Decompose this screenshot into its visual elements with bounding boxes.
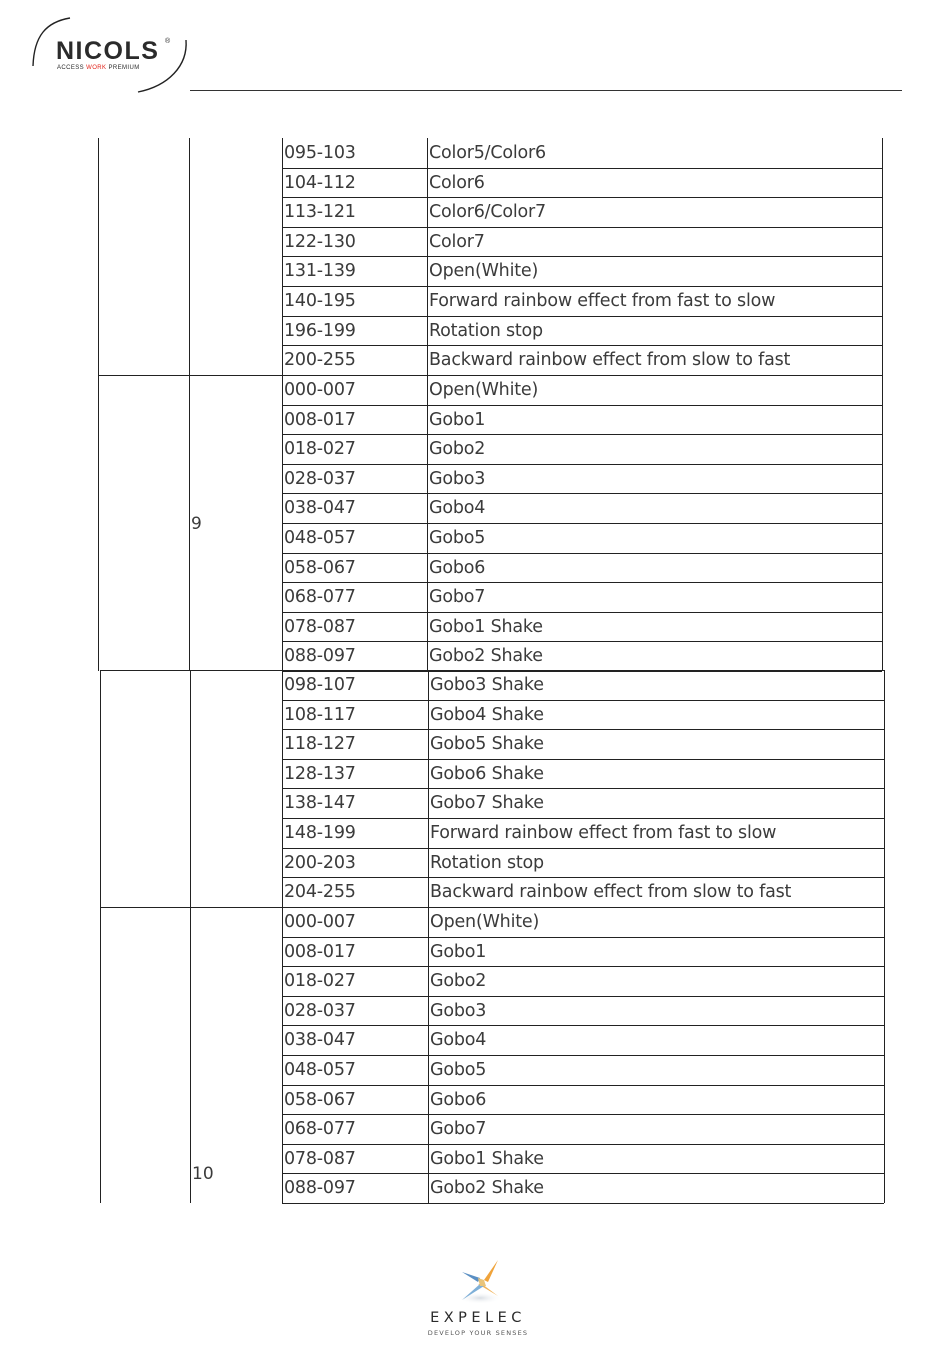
row-border bbox=[282, 227, 882, 228]
function-cell: Gobo5 bbox=[429, 528, 486, 548]
dmx-value-cell: 058-067 bbox=[284, 557, 356, 578]
dmx-value-cell: 200-255 bbox=[284, 350, 356, 371]
function-cell: Gobo6 bbox=[430, 1089, 487, 1110]
table-border-right bbox=[882, 138, 883, 375]
logo-brand-text: NICOLS bbox=[56, 37, 160, 65]
row-border bbox=[282, 582, 882, 583]
dmx-value-cell: 068-077 bbox=[284, 1119, 356, 1140]
function-cell: Gobo2 Shake bbox=[430, 1178, 544, 1199]
row-border bbox=[282, 1144, 884, 1145]
channel-number: 10 bbox=[192, 1164, 214, 1184]
dmx-value-cell: 196-199 bbox=[284, 320, 356, 341]
dmx-value-cell: 148-199 bbox=[284, 823, 356, 843]
row-border bbox=[282, 937, 884, 938]
dmx-value-cell: 000-007 bbox=[284, 912, 356, 932]
dmx-value-cell: 200-203 bbox=[284, 852, 356, 873]
tagline-accent: WORK bbox=[86, 65, 107, 71]
dmx-value-cell: 088-097 bbox=[284, 1178, 356, 1199]
row-border bbox=[282, 759, 884, 760]
dmx-value-cell: 128-137 bbox=[284, 763, 356, 784]
row-border bbox=[282, 405, 882, 406]
row-border bbox=[282, 996, 884, 997]
row-border bbox=[282, 729, 884, 730]
dmx-value-cell: 118-127 bbox=[284, 734, 356, 755]
dmx-value-cell: 028-037 bbox=[284, 1000, 356, 1021]
expelec-star-icon bbox=[448, 1258, 508, 1306]
dmx-value-cell: 095-103 bbox=[284, 143, 356, 163]
row-border bbox=[282, 434, 882, 435]
function-cell: Color5/Color6 bbox=[429, 143, 546, 163]
row-border bbox=[282, 1025, 884, 1026]
dmx-value-cell: 008-017 bbox=[284, 941, 356, 962]
table-border-left bbox=[100, 670, 101, 907]
row-border bbox=[282, 553, 882, 554]
dmx-value-cell: 098-107 bbox=[284, 675, 356, 695]
dmx-value-cell: 122-130 bbox=[284, 231, 356, 252]
dmx-value-cell: 078-087 bbox=[284, 616, 356, 637]
function-cell: Gobo1 Shake bbox=[430, 1148, 544, 1169]
dmx-value-cell: 038-047 bbox=[284, 1030, 356, 1051]
function-cell: Color6 bbox=[429, 172, 485, 193]
function-cell: Forward rainbow effect from fast to slow bbox=[430, 823, 777, 843]
function-cell: Gobo4 bbox=[429, 498, 486, 519]
function-cell: Gobo6 Shake bbox=[430, 763, 544, 784]
function-cell: Gobo4 bbox=[430, 1030, 487, 1051]
dmx-value-cell: 204-255 bbox=[284, 882, 356, 903]
dmx-value-cell: 113-121 bbox=[284, 202, 356, 223]
dmx-value-cell: 068-077 bbox=[284, 587, 356, 608]
row-border bbox=[282, 788, 884, 789]
footer-brand-text: EXPELEC bbox=[430, 1310, 526, 1326]
table-border-left bbox=[100, 907, 101, 1203]
table-border-left bbox=[98, 138, 99, 375]
row-border bbox=[282, 671, 882, 672]
row-border bbox=[282, 966, 884, 967]
tagline-post: PREMIUM bbox=[106, 65, 140, 71]
dmx-value-cell: 018-027 bbox=[284, 971, 356, 992]
row-border bbox=[282, 523, 882, 524]
row-border bbox=[282, 641, 882, 642]
table-border-channel bbox=[189, 138, 190, 375]
row-border bbox=[282, 1114, 884, 1115]
dmx-value-cell: 048-057 bbox=[284, 1060, 356, 1080]
row-border bbox=[282, 1203, 884, 1204]
table-border-channel bbox=[189, 375, 190, 671]
function-cell: Gobo2 Shake bbox=[429, 646, 543, 667]
function-cell: Gobo7 bbox=[429, 587, 486, 608]
table-border-channel bbox=[190, 907, 191, 1203]
function-cell: Gobo1 bbox=[430, 941, 487, 962]
row-border bbox=[282, 493, 882, 494]
row-border bbox=[282, 1173, 884, 1174]
table-border-left bbox=[98, 375, 99, 671]
dmx-value-cell: 058-067 bbox=[284, 1089, 356, 1110]
function-cell: Gobo7 bbox=[430, 1119, 487, 1140]
dmx-value-cell: 108-117 bbox=[284, 704, 356, 725]
row-border bbox=[282, 1085, 884, 1086]
table-border-right bbox=[884, 907, 885, 1203]
function-cell: Gobo3 Shake bbox=[430, 675, 544, 695]
row-border bbox=[282, 612, 882, 613]
dmx-value-cell: 078-087 bbox=[284, 1148, 356, 1169]
function-cell: Gobo6 bbox=[429, 557, 486, 578]
footer-tagline: DEVELOP YOUR SENSES bbox=[427, 1329, 529, 1337]
function-cell: Rotation stop bbox=[429, 320, 543, 341]
function-cell: Gobo1 bbox=[429, 409, 486, 430]
row-border bbox=[282, 1055, 884, 1056]
function-cell: Gobo4 Shake bbox=[430, 704, 544, 725]
dmx-value-cell: 140-195 bbox=[284, 291, 356, 311]
dmx-value-cell: 038-047 bbox=[284, 498, 356, 519]
function-cell: Color7 bbox=[429, 231, 485, 252]
dmx-value-cell: 088-097 bbox=[284, 646, 356, 667]
function-cell: Gobo7 Shake bbox=[430, 793, 544, 814]
table-border-right bbox=[884, 670, 885, 907]
dmx-value-cell: 008-017 bbox=[284, 409, 356, 430]
function-cell: Backward rainbow effect from slow to fast bbox=[430, 882, 792, 903]
function-cell: Gobo5 bbox=[430, 1060, 487, 1080]
section-top-border bbox=[282, 670, 884, 671]
function-cell: Backward rainbow effect from slow to fast bbox=[429, 350, 791, 371]
row-border bbox=[282, 197, 882, 198]
row-border bbox=[282, 168, 882, 169]
dmx-value-cell: 048-057 bbox=[284, 528, 356, 548]
function-cell: Open(White) bbox=[429, 380, 539, 400]
function-cell: Gobo1 Shake bbox=[429, 616, 543, 637]
dmx-value-cell: 028-037 bbox=[284, 468, 356, 489]
dmx-value-cell: 018-027 bbox=[284, 439, 356, 460]
function-cell: Gobo5 Shake bbox=[430, 734, 544, 755]
function-cell: Gobo2 bbox=[429, 439, 486, 460]
row-border bbox=[282, 700, 884, 701]
channel-number: 9 bbox=[191, 514, 202, 534]
function-cell: Color6/Color7 bbox=[429, 202, 546, 223]
row-border bbox=[282, 464, 882, 465]
function-cell: Gobo3 bbox=[430, 1000, 487, 1021]
function-cell: Open(White) bbox=[430, 912, 540, 932]
function-cell: Gobo2 bbox=[430, 971, 487, 992]
dmx-value-cell: 000-007 bbox=[284, 380, 356, 400]
function-cell: Rotation stop bbox=[430, 852, 544, 873]
table-border-channel bbox=[190, 670, 191, 907]
dmx-value-cell: 131-139 bbox=[284, 261, 356, 282]
expelec-logo bbox=[418, 1258, 538, 1340]
function-cell: Gobo3 bbox=[429, 468, 486, 489]
logo-registered-mark: ® bbox=[165, 38, 171, 45]
dmx-value-cell: 104-112 bbox=[284, 172, 356, 193]
dmx-value-cell: 138-147 bbox=[284, 793, 356, 814]
function-cell: Forward rainbow effect from fast to slow bbox=[429, 291, 776, 311]
row-border bbox=[282, 256, 882, 257]
tagline-pre: ACCESS bbox=[57, 65, 87, 71]
table-border-right bbox=[882, 375, 883, 671]
function-cell: Open(White) bbox=[429, 261, 539, 282]
